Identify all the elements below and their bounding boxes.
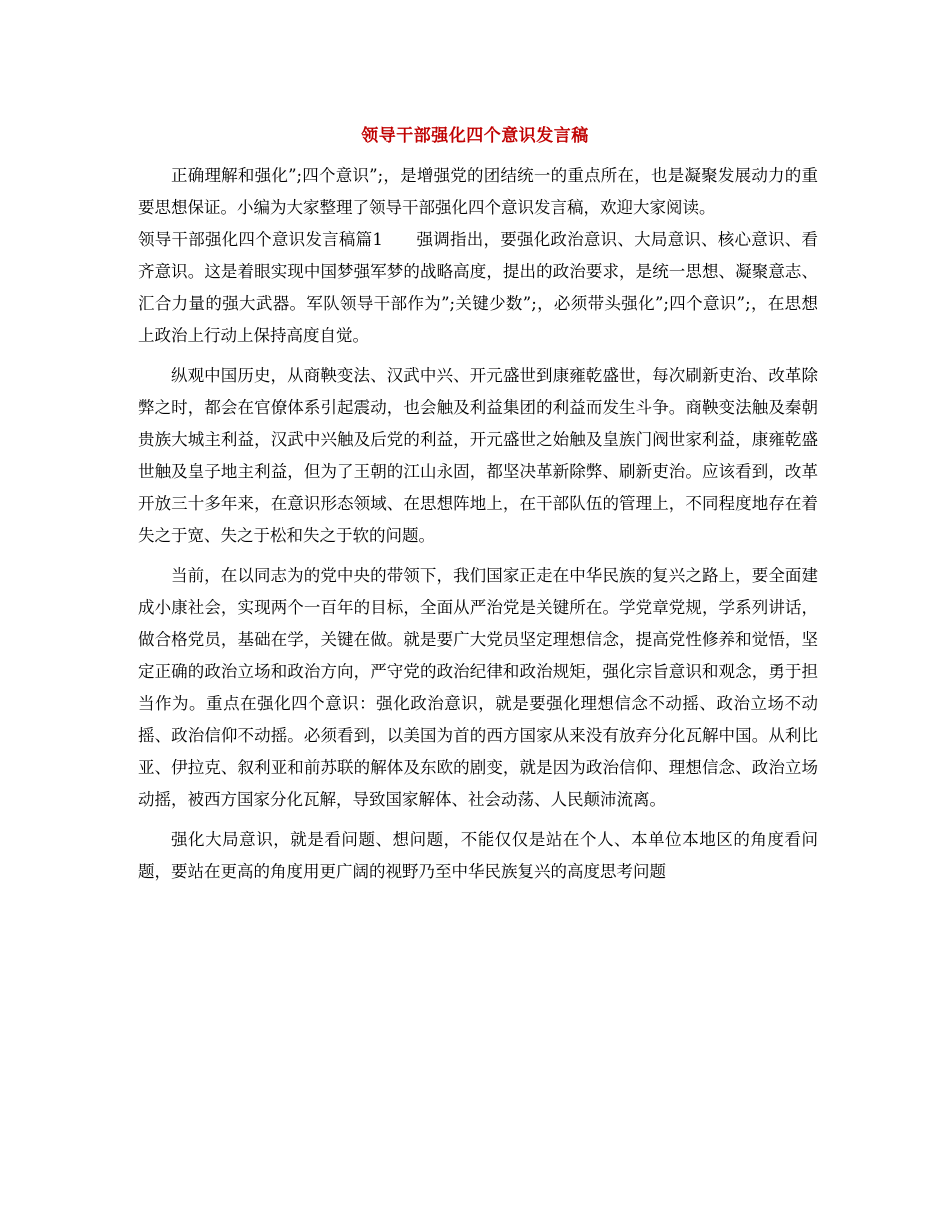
paragraph-current: 当前，在以同志为的党中央的带领下，我们国家正走在中华民族的复兴之路上，要全面建成小康社会，实现两个一百年的目标，全面从严治党是关键所在。学党章党规，学系列讲话，做合格党员，基础在学，关键在做。就是要广大党员坚定理想信念，提高党性修养和觉悟，坚定正确的政治立场和政治方向，严守党的政治纪律和政治规矩，强化宗旨意识和观念，勇于担当作为。重点在强化四个意识：强化政治意识，就是要强化理想信念不动摇、政治立场不动摇、政治信仰不动摇。必须看到，以美国为首的西方国家从来没有放弃分化瓦解中国。从利比亚、伊拉克、叙利亚和前苏联的解体及东欧的剧变，就是因为政治信仰、理想信念、政治立场动摇，被西方国家分化瓦解，导致国家解体、社会动荡、人民颠沛流离。 bbox=[138, 566, 818, 809]
paragraph-intro: 正确理解和强化”;四个意识”;，是增强党的团结统一的重点所在，也是凝聚发展动力的重要思想保证。小编为大家整理了领导干部强化四个意识发言稿，欢迎大家阅读。 bbox=[138, 166, 818, 217]
paragraph-history: 纵观中国历史，从商鞅变法、汉武中兴、开元盛世到康雍乾盛世，每次刷新吏治、改革除弊之时，都会在官僚体系引起震动，也会触及利益集团的利益而发生斗争。商鞅变法触及秦朝贵族大城主利益，汉武中兴触及后党的利益，开元盛世之始触及皇族门阀世家利益，康雍乾盛世触及皇子地主利益，但为了王朝的江山永固，都坚决革新除弊、刷新吏治。应该看到，改革开放三十多年来，在意识形态领域、在思想阵地上，在干部队伍的管理上，不同程度地存在着失之于宽、失之于松和失之于软的问题。 bbox=[138, 366, 818, 545]
paragraph-overall-awareness: 强化大局意识，就是看问题、想问题，不能仅仅是站在个人、本单位本地区的角度看问题，要站在更高的角度用更广阔的视野乃至中华民族复兴的高度思考问题 bbox=[138, 830, 818, 881]
document-body bbox=[138, 160, 818, 888]
document-title: 领导干部强化四个意识发言稿 bbox=[361, 126, 589, 146]
paragraph-section-1: 领导干部强化四个意识发言稿篇1 强调指出，要强化政治意识、大局意识、核心意识、看齐意识。这是着眼实现中国梦强军梦的战略高度，提出的政治要求，是统一思想、凝聚意志、汇合力量的强大武器。军队领导干部作为”;关键少数”;，必须带头强化”;四个意识”;，在思想上政治上行动上保持高度自觉。 bbox=[138, 230, 818, 345]
